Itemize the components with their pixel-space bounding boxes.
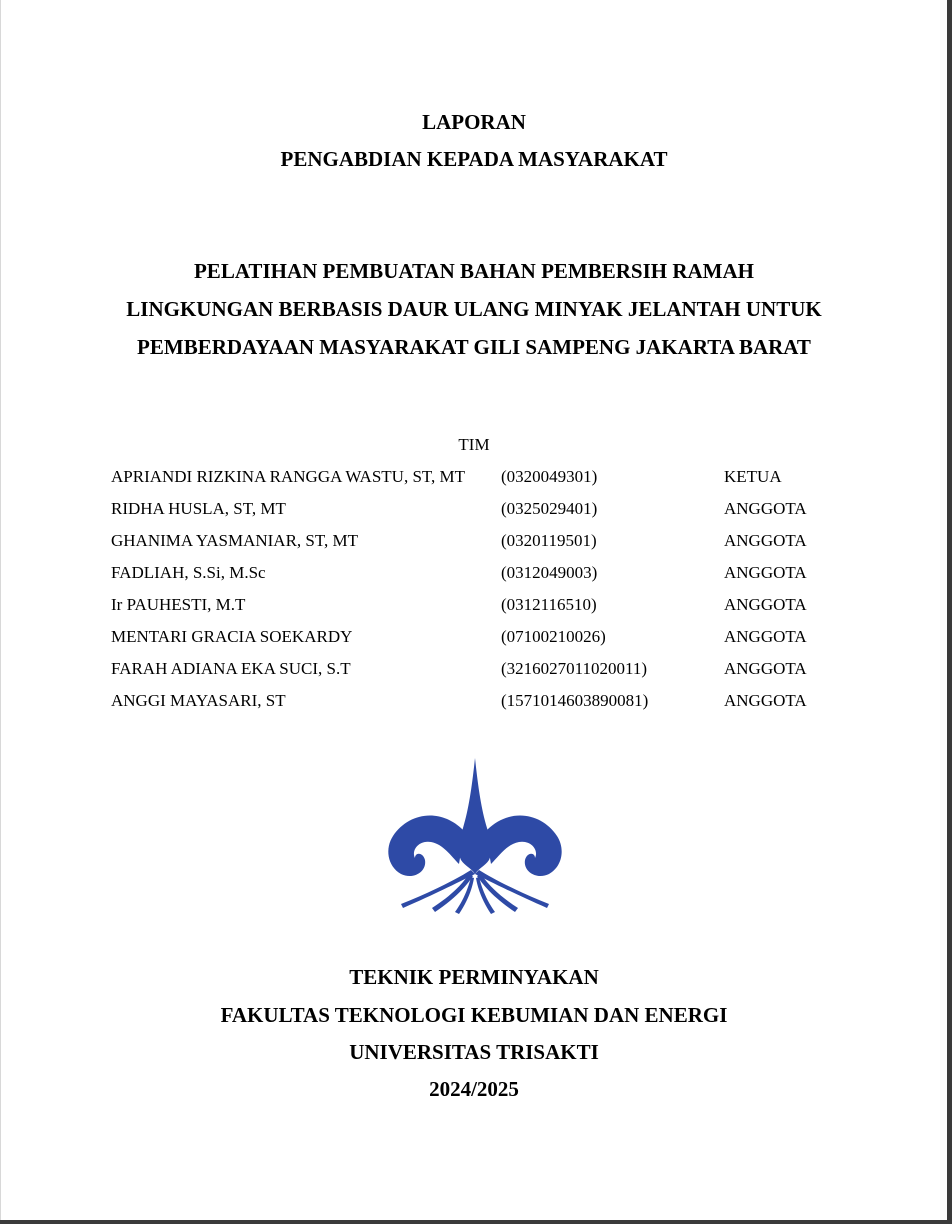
- team-heading: TIM: [458, 435, 490, 454]
- member-name: APRIANDI RIZKINA RANGGA WASTU, ST, MT: [111, 467, 466, 486]
- member-role: ANGGOTA: [724, 659, 807, 678]
- member-id: (3216027011020011): [501, 659, 648, 678]
- member-id: (0325029401): [501, 499, 598, 518]
- faculty-name: FAKULTAS TEKNOLOGI KEBUMIAN DAN ENERGI: [220, 1003, 728, 1027]
- team-member-row: [1, 627, 947, 649]
- team-member-row: [1, 659, 947, 681]
- team-member-row: [1, 467, 947, 489]
- member-role: ANGGOTA: [724, 499, 807, 518]
- member-name: ANGGI MAYASARI, ST: [111, 691, 286, 710]
- report-title-line-2: LINGKUNGAN BERBASIS DAUR ULANG MINYAK JELANTAH UNTUK: [126, 297, 822, 321]
- team-member-row: [1, 691, 947, 713]
- trisakti-university-logo-icon: [379, 756, 571, 916]
- member-id: (07100210026): [501, 627, 606, 646]
- report-title-line-3: PEMBERDAYAAN MASYARAKAT GILI SAMPENG JAKARTA BARAT: [137, 335, 811, 359]
- university-name: UNIVERSITAS TRISAKTI: [349, 1040, 599, 1064]
- member-role: ANGGOTA: [724, 595, 807, 614]
- member-role: ANGGOTA: [724, 563, 807, 582]
- report-category-heading: PENGABDIAN KEPADA MASYARAKAT: [280, 147, 668, 171]
- team-member-row: [1, 499, 947, 521]
- member-role: KETUA: [724, 467, 782, 486]
- member-name: FARAH ADIANA EKA SUCI, S.T: [111, 659, 351, 678]
- report-type-heading: LAPORAN: [422, 110, 526, 134]
- member-id: (0312049003): [501, 563, 598, 582]
- member-id: (1571014603890081): [501, 691, 649, 710]
- team-member-row: [1, 531, 947, 553]
- member-name: MENTARI GRACIA SOEKARDY: [111, 627, 353, 646]
- member-name: RIDHA HUSLA, ST, MT: [111, 499, 286, 518]
- logo-shape: [388, 758, 561, 914]
- member-role: ANGGOTA: [724, 691, 807, 710]
- member-id: (0312116510): [501, 595, 597, 614]
- member-id: (0320049301): [501, 467, 598, 486]
- member-role: ANGGOTA: [724, 531, 807, 550]
- team-member-row: [1, 563, 947, 585]
- member-name: FADLIAH, S.Si, M.Sc: [111, 563, 266, 582]
- team-member-row: [1, 595, 947, 617]
- member-id: (0320119501): [501, 531, 597, 550]
- report-title-line-1: PELATIHAN PEMBUATAN BAHAN PEMBERSIH RAMAH: [193, 259, 755, 283]
- member-name: Ir PAUHESTI, M.T: [111, 595, 246, 614]
- department-name: TEKNIK PERMINYAKAN: [349, 965, 599, 989]
- member-role: ANGGOTA: [724, 627, 807, 646]
- member-name: GHANIMA YASMANIAR, ST, MT: [111, 531, 358, 550]
- academic-year: 2024/2025: [429, 1077, 519, 1101]
